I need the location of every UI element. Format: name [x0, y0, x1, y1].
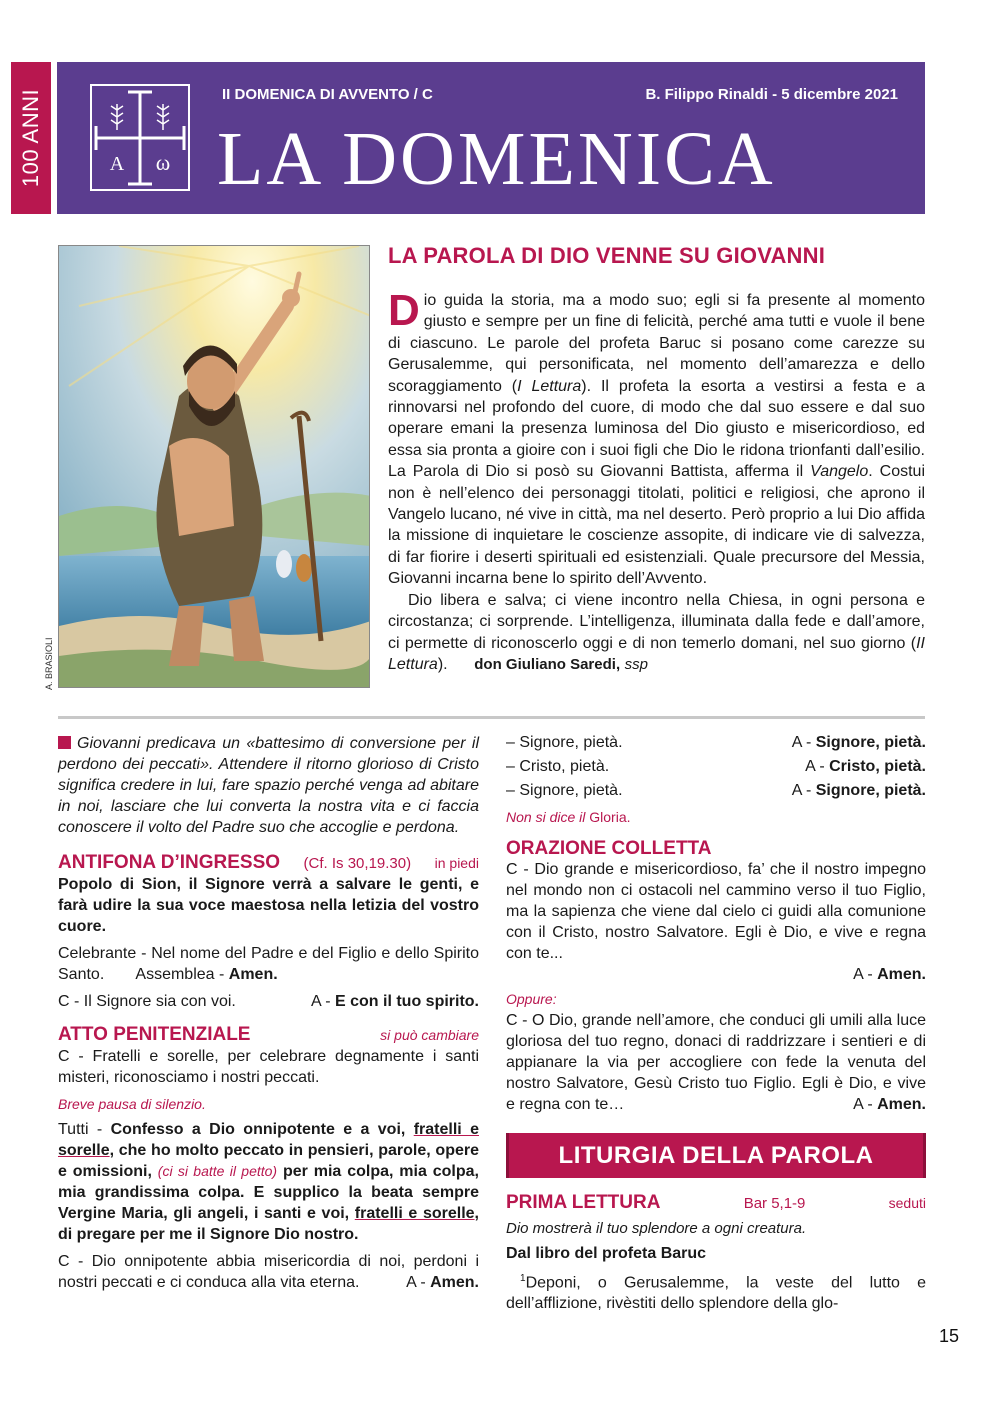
text: Dio libera e salva; ci viene incontro nella Chiesa, in ogni persona e circostanza; ci sorprende. L’intelligenza, illuminata dalla fede e dall’amore, ci permette di riconoscerlo oggi e di non temerlo domani, nel suo giorno (	[388, 591, 925, 652]
text: ).	[437, 655, 448, 673]
cross-icon	[92, 86, 188, 189]
section-divider	[58, 716, 925, 719]
response: Amen.	[877, 1096, 926, 1113]
text: Celebrante - Nel nome del Padre e del Figlio e dello Spirito Santo.	[58, 945, 479, 983]
colletta-response	[506, 964, 926, 985]
oppure-rubric: Oppure:	[506, 991, 557, 1007]
article-body	[388, 286, 926, 675]
absolution	[58, 1251, 479, 1293]
response: Signore, pietà.	[815, 782, 926, 799]
left-column	[58, 733, 479, 1293]
text: C - Il Signore sia con voi.	[58, 993, 236, 1010]
text: Deponi, o Gerusalemme, la veste del lutto e dell’afflizione, rivèstiti dello splendore della glo-	[506, 1274, 926, 1313]
image-credit: A. BRASIOLI	[44, 637, 54, 690]
atto-header	[58, 1024, 479, 1046]
omega-letter: ω	[155, 150, 171, 175]
author-role: ssp	[624, 655, 648, 673]
response: E con il tuo spirito.	[335, 993, 479, 1010]
celebrante-line	[58, 943, 479, 985]
cross-logo	[90, 84, 190, 191]
prima-title: PRIMA LETTURA	[506, 1192, 661, 1213]
liturgia-banner: LITURGIA DELLA PAROLA	[506, 1133, 926, 1178]
greeting-line	[58, 991, 479, 1012]
confiteor	[58, 1119, 479, 1245]
article-paragraph	[388, 286, 926, 590]
gloria-rubric	[506, 807, 926, 828]
response: Amen.	[430, 1274, 479, 1291]
liturgy-intro	[58, 733, 479, 838]
article-paragraph	[388, 590, 925, 676]
issue-date: B. Filippo Rinaldi - 5 dicembre 2021	[645, 86, 898, 103]
colletta-alt-prayer	[506, 1010, 926, 1115]
author-name: don Giuliano Saredi,	[474, 655, 621, 673]
antifona-pose: in piedi	[434, 855, 479, 871]
rubric: (ci si batte il petto)	[157, 1163, 278, 1179]
liturgical-day: II DOMENICA DI AVVENTO / C	[222, 86, 433, 103]
atto-note: si può cambiare	[380, 1027, 479, 1043]
text: fratelli e sorelle	[354, 1205, 475, 1222]
alpha-letter: A	[109, 153, 125, 175]
drop-cap: D	[388, 286, 420, 335]
prima-subtitle: Dio mostrerà il tuo splendore a ogni creatura.	[506, 1220, 807, 1237]
antifona-ref: (Cf. Is 30,19.30)	[303, 855, 412, 872]
anniversary-tab	[11, 62, 51, 214]
response-label: A -	[853, 966, 873, 983]
response: Signore, pietà.	[815, 734, 926, 751]
response-label: A -	[805, 758, 825, 775]
atto-invitation: C - Fratelli e sorelle, per celebrare degnamente i santi misteri, riconosciamo i nostri peccati.	[58, 1048, 479, 1086]
response-label: A -	[853, 1096, 873, 1113]
prima-text	[506, 1268, 926, 1314]
text: C - O Dio, grande nell’amore, che conduci gli umili alla luce gloriosa del tuo regno, donaci di raddrizzare i sentieri e di appianare la via per accogliere con fede la venuta del nostro Salvatore, Gesù Cristo tuo Figlio. Egli è Dio, e vive e regna con te…	[506, 1012, 926, 1113]
masthead	[57, 62, 925, 214]
text: fratelli e sorelle	[58, 1121, 479, 1159]
kyrie-row	[506, 731, 926, 755]
text: – Cristo, pietà.	[506, 758, 610, 775]
rubric: Non si dice il	[506, 809, 586, 825]
text: Giovanni predicava un «battesimo di conversione per il perdono dei peccati». Attendere il ritorno glorioso di Cristo significa credere in lui, fare spazio perché venga ad abitare in noi, lasciare che lui converta la nostra vita e ci faccia conoscere il volto del Padre suo che accoglie e perdona.	[58, 735, 479, 836]
anniversary-label: 100 ANNI	[18, 88, 43, 188]
text: . Costui non è nell’elenco dei personaggi titolati, politici e religiosi, che aprono il Vangelo lucano, né vive in città, ma nel deserto. Però proprio a lui Dio affida la missione di inquietare le coscienze assopite, di indicare vie di salvezza, di far fiorire i deserti spirituali ed esistenziali. Quale precursore del Messia, Giovanni incarna bene lo spirito dell’Avvento.	[388, 463, 925, 588]
verse-number: 1	[520, 1273, 526, 1284]
square-bullet-icon	[58, 736, 71, 749]
response-label: A -	[791, 782, 812, 799]
response: Amen.	[228, 966, 278, 983]
atto-title: ATTO PENITENZIALE	[58, 1024, 251, 1045]
reading-ref: I Lettura	[517, 377, 582, 395]
text: ). Il profeta la esorta a vestirsi a festa e a rinnovarsi nel profondo del cuore, di modo che dal suo essere e dal suo operare emani la presenza luminosa del Dio giusto e misericordioso, ed essa sia pronta a gioire con i suoi figli che Dio le ridona trionfanti dall’esilio. La Parola di Dio si posò su Giovanni Battista, afferma il	[388, 377, 926, 481]
text: , che ho molto peccato in pensieri, parole, opere e omissioni,	[58, 1142, 479, 1180]
kyrie-row	[506, 779, 926, 803]
reading-ref: Vangelo	[810, 463, 869, 481]
text: Tutti -	[58, 1121, 103, 1138]
article-title: LA PAROLA DI DIO VENNE SU GIOVANNI	[388, 243, 826, 268]
page-number: 15	[939, 1326, 960, 1346]
john-baptist-illustration	[58, 245, 370, 688]
response-label: Assemblea -	[135, 966, 225, 983]
response-label: A -	[310, 993, 331, 1010]
response-label: A -	[791, 734, 812, 751]
colletta-title: ORAZIONE COLLETTA	[506, 838, 712, 859]
prima-header	[506, 1192, 926, 1214]
publication-title: LA DOMENICA	[217, 117, 776, 201]
text: – Signore, pietà.	[506, 734, 623, 751]
antifona-header	[58, 852, 479, 874]
prima-source: Dal libro del profeta Baruc	[506, 1245, 707, 1262]
kyrie-row	[506, 755, 926, 779]
reading-ref: II Lettura	[388, 634, 925, 673]
text: , di pregare per me il Signore Dio nostro.	[58, 1205, 479, 1243]
antifona-text: Popolo di Sion, il Signore verrà a salvare le genti, e farà udire la sua voce maestosa nella letizia del vostro cuore.	[58, 876, 479, 935]
prima-ref: Bar 5,1-9	[743, 1195, 806, 1212]
antifona-title: ANTIFONA D’INGRESSO	[58, 852, 281, 873]
text: io guida la storia, ma a modo suo; egli si fa presente al momento giusto e sempre per un fine di felicità, perché ama tutti e vuole il bene di ciascuno. Le parole del profeta Baruc si posano come carezze su Gerusalemme, qui personificata, nel momento dell’amarezza e dello scoraggiamento (	[388, 292, 925, 395]
colletta-prayer: C - Dio grande e misericordioso, fa’ che il nostro impegno nel mondo non ci ostacoli nel cammino verso il tuo Figlio, ma la sapienza che viene dal cielo ci guidi alla comunione con il Cristo, nostro Salvatore. Egli è Dio, e vive e regna con te...	[506, 861, 926, 962]
prima-pose: seduti	[888, 1195, 926, 1211]
text: per mia colpa, mia colpa, mia grandissima colpa. E supplico la beata sempre Vergine Maria, gli angeli, i santi e voi,	[58, 1163, 479, 1222]
rubric: Gloria.	[589, 809, 631, 825]
response: Amen.	[877, 966, 926, 983]
colletta-header	[506, 838, 926, 859]
right-column	[506, 731, 926, 1314]
response: Cristo, pietà.	[829, 758, 926, 775]
response-label: A -	[406, 1274, 426, 1291]
text: C - Dio onnipotente abbia misericordia di noi, perdoni i nostri peccati e ci conduca alla vita eterna.	[58, 1253, 479, 1291]
text: Confesso a Dio onnipotente e a voi,	[110, 1121, 406, 1138]
text: – Signore, pietà.	[506, 782, 623, 799]
silence-rubric: Breve pausa di silenzio.	[58, 1096, 206, 1112]
